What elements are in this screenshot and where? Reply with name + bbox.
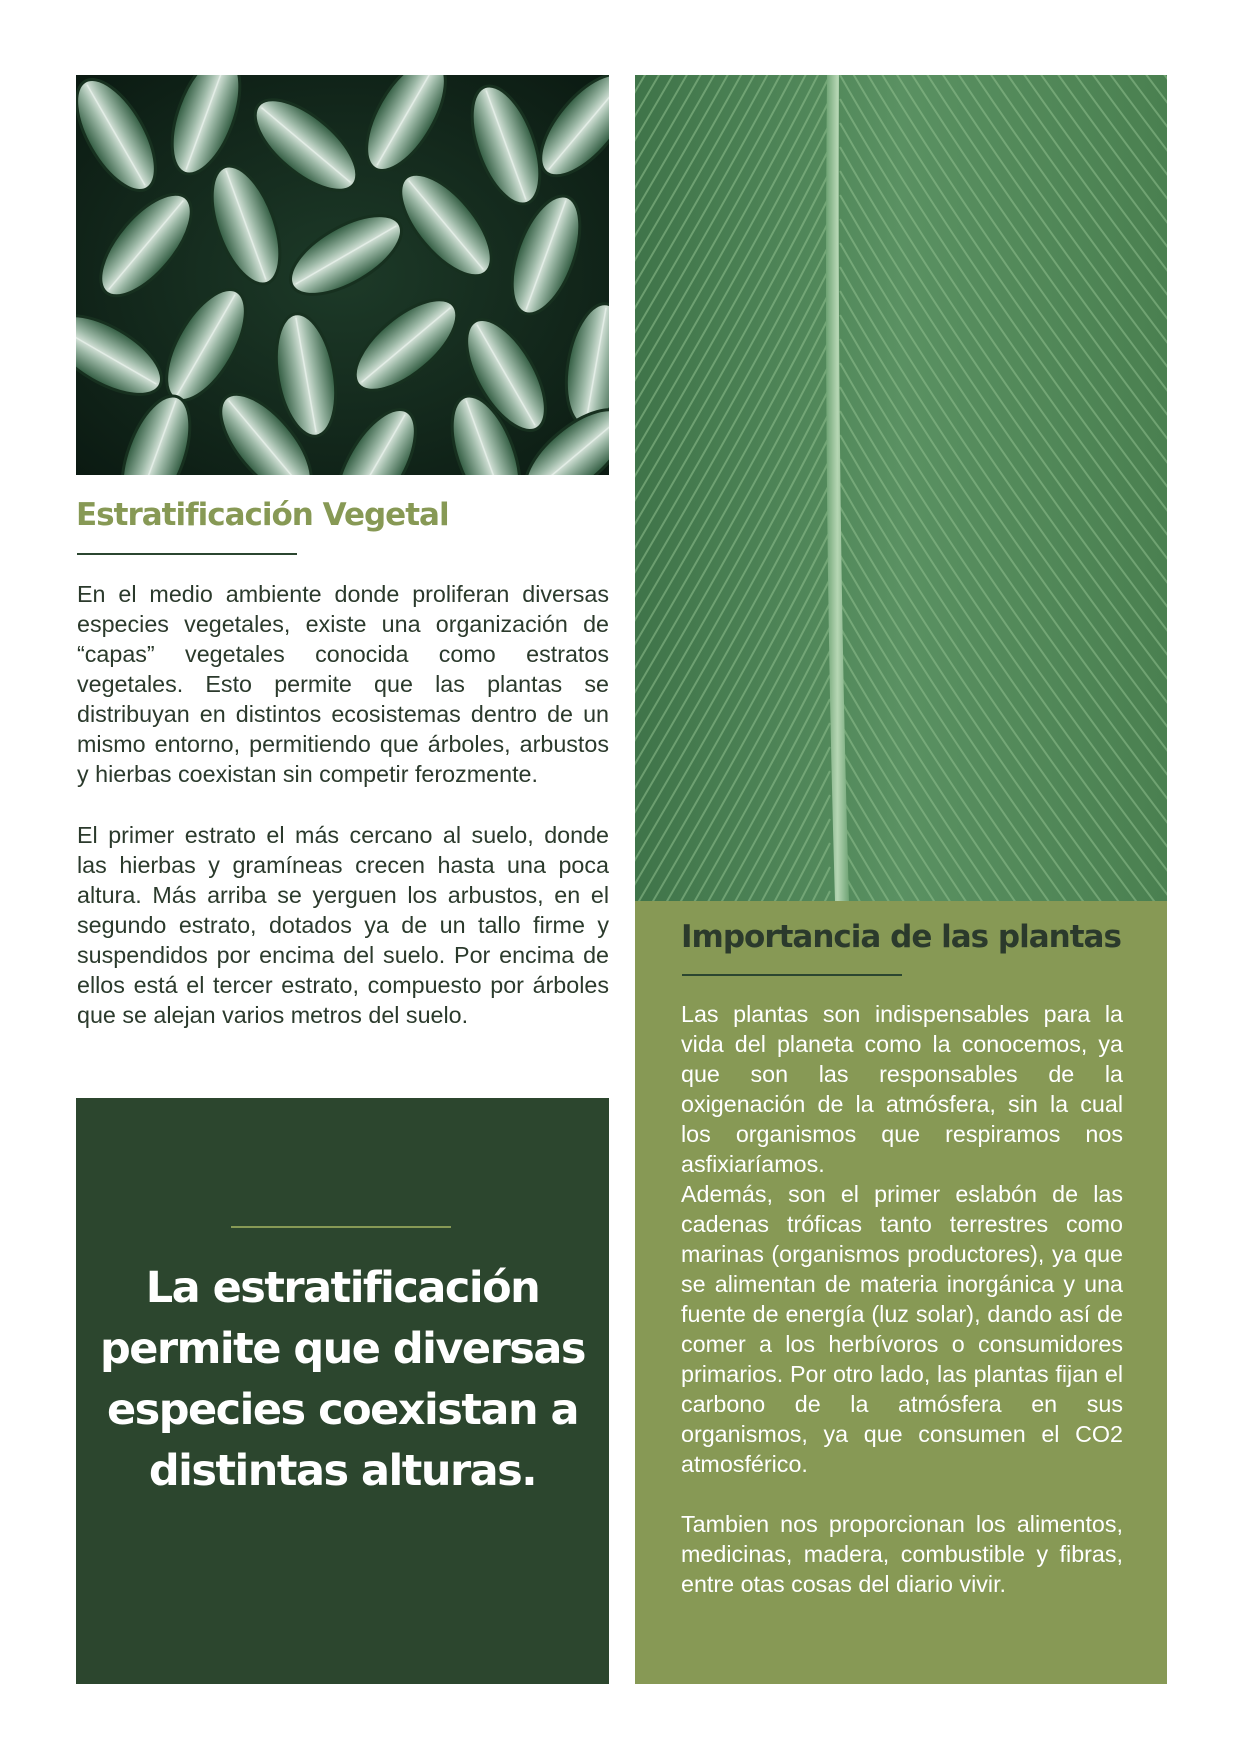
paragraph-2: El primer estrato el más cercano al suelo, donde las hierbas y gramíneas crecen hasta una poca altura. Más arriba se yerguen los arbustos, en el segundo estrato, dotados ya de un tallo firme y suspendidos por encima del suelo. Por encima de ellos está el tercer estrato, compuesto por árboles que se alejan varios metros del suelo. [77,822,609,1028]
paragraph-importancia-2: Además, son el primer eslabón de las cadenas tróficas tanto terrestres como marinas (organismos productores), ya que se alimentan de materia inorgánica y una fuente de energía (luz solar), dando así de comer a los herbívoros o consumidores primarios. Por otro lado, las plantas fijan el carbono de la atmósfera en sus organismos, ya que consumen el CO2 atmosférico. [681,1181,1123,1477]
heading-underline [77,553,297,555]
section-heading-importancia: Importancia de las plantas [681,919,1121,955]
section-heading-estratificacion: Estratificación Vegetal [76,497,449,533]
pull-quote-text: La estratificación permite que diversas especies coexistan a distintas alturas. [99,1263,586,1496]
paragraph-importancia-3: Tambien nos proporcionan los alimentos, medicinas, madera, combustible y fibras, entre otas cosas del diario vivir. [681,1511,1123,1597]
importancia-panel [635,901,1167,1684]
heading-underline-right [682,974,902,976]
paragraph-importancia-1: Las plantas son indispensables para la vida del planeta como la conocemos, ya que son las responsables de la oxigenación de la atmósfera, sin la cual los organismos que respiramos nos asfixiaríamos. [681,1001,1123,1177]
leaves-photo [76,75,609,475]
quote-divider [231,1226,451,1228]
leaf-closeup-photo [635,75,1167,901]
pull-quote-box [76,1098,609,1684]
paragraph-1: En el medio ambiente donde proliferan diversas especies vegetales, existe una organización de “capas” vegetales conocida como estratos vegetales. Esto permite que las plantas se distribuyan en distintos ecosistemas dentro de un mismo entorno, permitiendo que árboles, arbustos y hierbas coexistan sin competir ferozmente. [77,581,609,787]
